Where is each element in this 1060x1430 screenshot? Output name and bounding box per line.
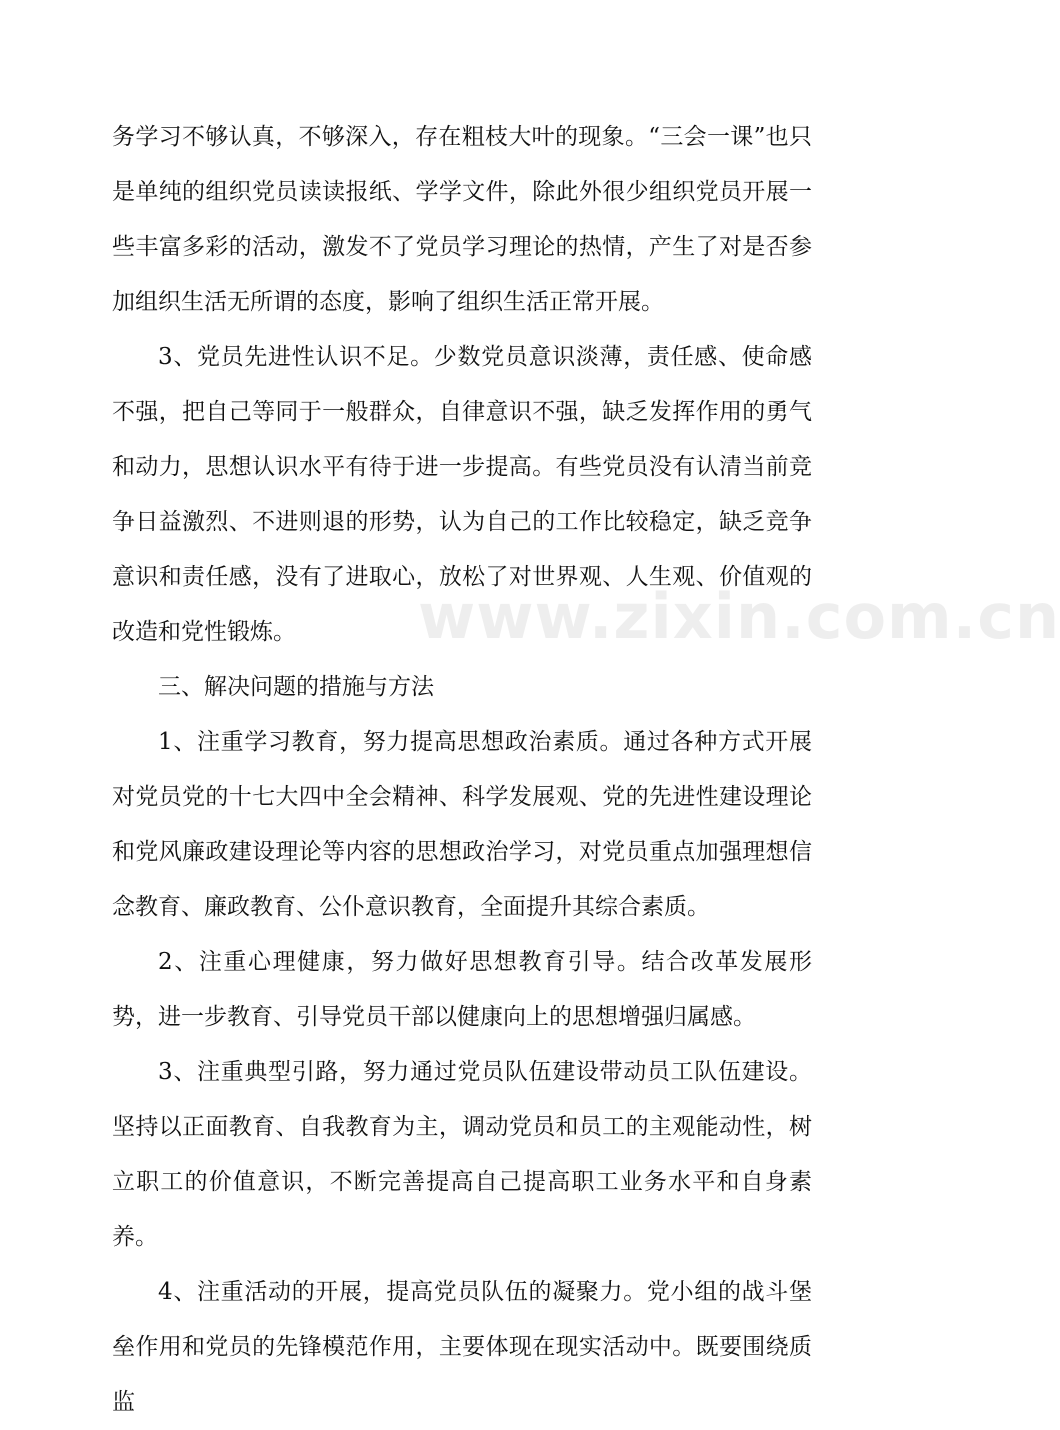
watermark: www.zixin.com.cn: [418, 580, 1060, 653]
document-body: [112, 110, 812, 1430]
paragraph-4: 1、注重学习教育，努力提高思想政治素质。通过各种方式开展对党员党的十七大四中全会精神、科学发展观、党的先进性建设理论和党风廉政建设理论等内容的思想政治学习，对党员重点加强理想信念教育、廉政教育、公仆意识教育，全面提升其综合素质。: [112, 729, 812, 920]
paragraph-2: 3、党员先进性认识不足。少数党员意识淡薄，责任感、使命感不强，把自己等同于一般群众，自律意识不强，缺乏发挥作用的勇气和动力，思想认识水平有待于进一步提高。有些党员没有认清当前竞争日益激烈、不进则退的形势，认为自己的工作比较稳定，缺乏竞争意识和责任感，没有了进取心，放松了对世界观、人生观、价值观的改造和党性锻炼。: [112, 344, 812, 645]
paragraph-5: 2、注重心理健康，努力做好思想教育引导。结合改革发展形势，进一步教育、引导党员干部以健康向上的思想增强归属感。: [112, 949, 812, 1030]
paragraph-6: 3、注重典型引路，努力通过党员队伍建设带动员工队伍建设。坚持以正面教育、自我教育为主，调动党员和员工的主观能动性，树立职工的价值意识，不断完善提高自己提高职工业务水平和自身素养。: [112, 1059, 812, 1250]
paragraph-7: 4、注重活动的开展，提高党员队伍的凝聚力。党小组的战斗堡垒作用和党员的先锋模范作用，主要体现在现实活动中。既要围绕质监: [112, 1279, 812, 1415]
paragraph-1: 务学习不够认真，不够深入，存在粗枝大叶的现象。“三会一课”也只是单纯的组织党员读读报纸、学学文件，除此外很少组织党员开展一些丰富多彩的活动，激发不了党员学习理论的热情，产生了对是否参加组织生活无所谓的态度，影响了组织生活正常开展。: [112, 124, 812, 315]
section-heading-3: 三、解决问题的措施与方法: [158, 674, 434, 700]
